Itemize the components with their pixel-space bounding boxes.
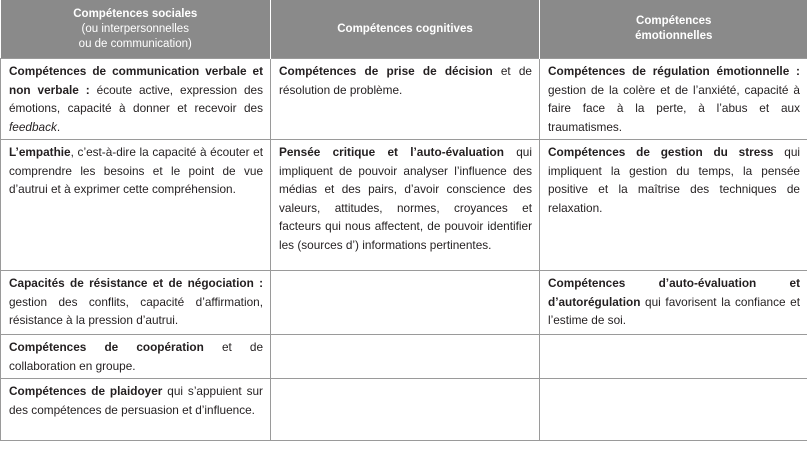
header-social-line-3: ou de communication) <box>78 37 192 50</box>
table-cell <box>1 271 271 335</box>
table-cell <box>540 140 807 271</box>
cell-text: gestion des conflits, capacité d’affirmation, résistance à la pression d’autrui. <box>9 294 263 327</box>
cell-text: qui s’appuient sur des compétences de persuasion et d’influence. <box>9 384 263 417</box>
cell-bold-text: Compétences de communication verbale et non verbale : <box>9 64 263 97</box>
table-row <box>1 59 807 140</box>
table-cell <box>1 379 271 441</box>
table-row <box>1 335 807 379</box>
table-cell <box>1 140 271 271</box>
cell-text: qui impliquent la gestion du temps, la pensée positive et la maîtrise des techniques de relaxation. <box>548 145 800 215</box>
cell-text: gestion de la colère et de l’anxiété, capacité à faire face à la perte, à l’abus et aux traumatismes. <box>548 82 800 134</box>
header-social-line-2: (ou interpersonnelles <box>81 22 189 35</box>
table-cell-empty <box>271 271 540 335</box>
cell-bold-text: Compétences de régulation émotionnelle : <box>548 64 800 78</box>
table-cell <box>271 140 540 271</box>
header-social-line-1: Compétences sociales <box>73 7 198 20</box>
header-social-skills <box>1 0 271 59</box>
table-cell-empty <box>540 335 807 379</box>
table-cell <box>1 59 271 140</box>
table-cell <box>271 59 540 140</box>
table-cell-empty <box>271 335 540 379</box>
cell-bold-text: Compétences d’auto-évaluation et d’autorégulation <box>548 276 800 309</box>
cell-bold-text: Compétences de prise de décision <box>279 64 493 78</box>
cell-bold-text: L’empathie <box>9 145 71 159</box>
cell-text: et de résolution de problème. <box>279 64 532 97</box>
table-cell <box>540 271 807 335</box>
table-row <box>1 271 807 335</box>
cell-italic-text: feedback <box>9 119 57 134</box>
cell-text: écoute active, expression des émotions, capacité à donner et recevoir des <box>9 82 263 115</box>
header-emotional-line-1: Compétences <box>636 15 712 27</box>
cell-tail-text: . <box>56 119 61 134</box>
cell-text: , c’est-à-dire la capacité à écouter et comprendre les besoins et le point de vue d’autrui et à exprimer cette compréhension. <box>9 145 263 196</box>
header-row <box>1 0 807 59</box>
cell-text: qui impliquent de pouvoir analyser l’influence des médias et des pairs, d’avoir conscience des valeurs, attitudes, normes, croyances et facteurs qui nous affectent, de pouvoir identifier les (sources d’) informations pertinentes. <box>279 145 532 252</box>
header-cognitive-skills <box>271 0 540 59</box>
header-cognitive-line-1: Compétences cognitives <box>337 22 473 35</box>
header-emotional-line-2: émotionnelles <box>635 30 713 42</box>
cell-bold-text: Compétences de gestion du stress <box>548 145 774 159</box>
cell-bold-text: Capacités de résistance et de négociation : <box>9 276 263 290</box>
table-cell-empty <box>271 379 540 441</box>
table-cell <box>1 335 271 379</box>
cell-bold-text: Compétences de plaidoyer <box>9 384 163 398</box>
header-emotional-skills <box>540 0 807 59</box>
cell-bold-text: Pensée critique et l’auto-évaluation <box>279 145 504 159</box>
cell-text: et de collaboration en groupe. <box>9 340 263 373</box>
table-cell <box>540 59 807 140</box>
cell-text: qui favorisent la confiance et l’estime de soi. <box>548 294 800 327</box>
table-row <box>1 140 807 271</box>
table-row <box>1 379 807 441</box>
cell-bold-text: Compétences de coopération <box>9 340 204 354</box>
table-cell-empty <box>540 379 807 441</box>
